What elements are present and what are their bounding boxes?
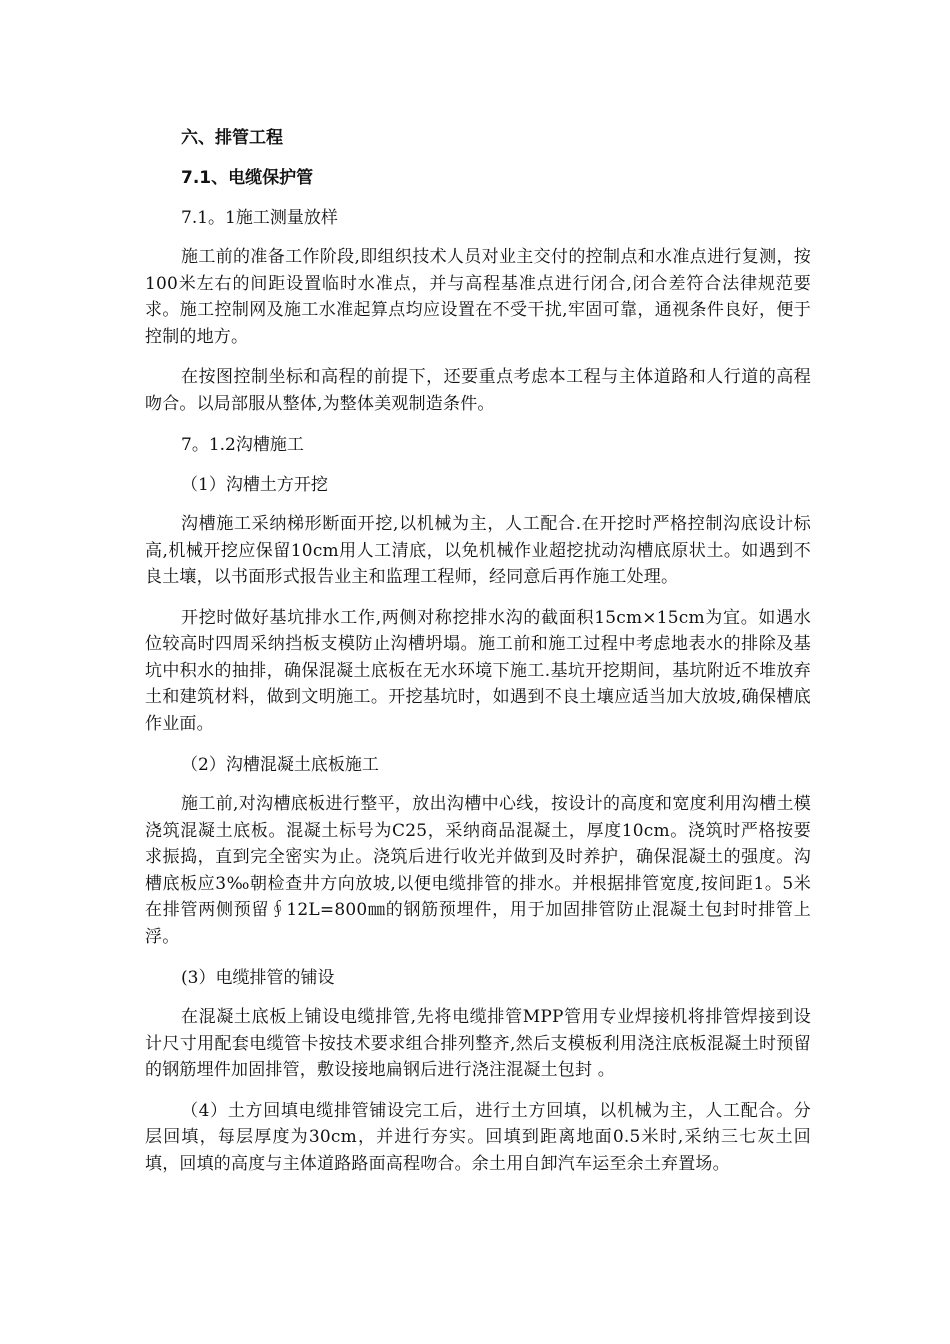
paragraph-excavation-1: 沟槽施工采纳梯形断面开挖,以机械为主，人工配合.在开挖时严格控制沟底设计标高,机械开挖应保留10cm用人工清底，以免机械作业超挖扰动沟槽底原状土。如遇到不良土壤，以书面形式报告业主和监理工程师，经同意后再作施工处理。 (145, 514, 811, 587)
paragraph-pipe-laying: 在混凝土底板上铺设电缆排管,先将电缆排管MPP管用专业焊接机将排管焊接到设计尺寸用配套电缆管卡按技术要求组合排列整齐,然后支模板利用浇注底板混凝土时预留的钢筋埋件加固排管，敷设接地扁钢后进行浇注混凝土包封 。 (145, 1007, 811, 1080)
paragraph-survey-2: 在按图控制坐标和高程的前提下，还要重点考虑本工程与主体道路和人行道的高程吻合。以局部服从整体,为整体美观制造条件。 (145, 367, 811, 414)
item-3-title: (3）电缆排管的铺设 (181, 968, 335, 988)
paragraph-backfill: （4）土方回填电缆排管铺设完工后，进行土方回填，以机械为主，人工配合。分层回填，每层厚度为30cm，并进行夯实。回填到距离地面0.5米时,采纳三七灰土回填，回填的高度与主体道路路面高程吻合。余土用自卸汽车运至余土弃置场。 (145, 1100, 811, 1174)
subsection-7-1-1-title: 7.1。1施工测量放样 (181, 208, 338, 228)
item-2-title: （2）沟槽混凝土底板施工 (181, 755, 379, 775)
paragraph-concrete-slab: 施工前,对沟槽底板进行整平，放出沟槽中心线，按设计的高度和宽度利用沟槽土模浇筑混凝土底板。混凝土标号为C25，采纳商品混凝土，厚度10cm。浇筑时严格按要求振捣，直到完全密实为止。浇筑后进行收光并做到及时养护，确保混凝土的强度。沟槽底板应3‰朝检查井方向放坡,以便电缆排管的排水。并根据排管宽度,按间距1。5米在排管两侧预留∮12L=800㎜的钢筋预埋件，用于加固排管防止混凝土包封时排管上浮。 (145, 794, 811, 947)
paragraph-excavation-2: 开挖时做好基坑排水工作,两侧对称挖排水沟的截面积15cm×15cm为宜。如遇水位较高时四周采纳挡板支模防止沟槽坍塌。施工前和施工过程中考虑地表水的排除及基坑中积水的抽排，确保混凝土底板在无水环境下施工.基坑开挖期间，基坑附近不堆放弃土和建筑材料，做到文明施工。开挖基坑时，如遇到不良土壤应适当加大放坡,确保槽底作业面。 (145, 607, 811, 734)
subsection-title: 7.1、电缆保护管 (181, 168, 314, 188)
item-1-title: （1）沟槽土方开挖 (181, 475, 328, 495)
subsection-7-1-2-title: 7。1.2沟槽施工 (181, 435, 304, 455)
section-title: 六、排管工程 (181, 128, 283, 148)
document-body (145, 124, 811, 1177)
paragraph-survey-1: 施工前的准备工作阶段,即组织技术人员对业主交付的控制点和水准点进行复测，按100米左右的间距设置临时水准点，并与高程基准点进行闭合,闭合差符合法律规范要求。施工控制网及施工水准起算点均应设置在不受干扰,牢固可靠，通视条件良好，便于控制的地方。 (145, 247, 811, 347)
